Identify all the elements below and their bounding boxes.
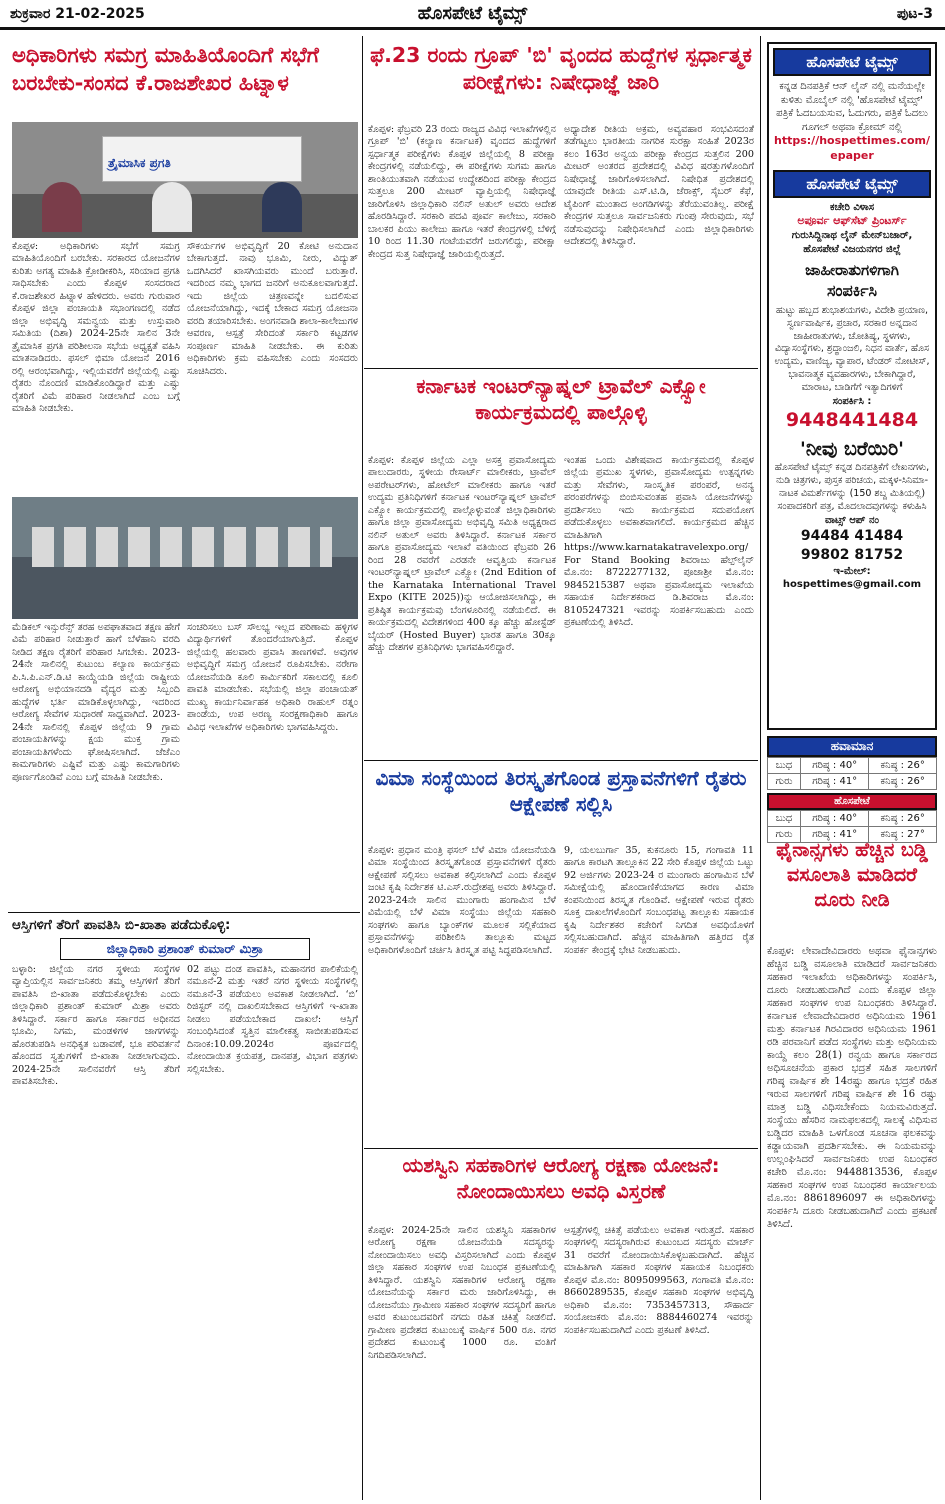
weather-table-1 bbox=[767, 757, 937, 790]
ad-office-label: ಕಚೇರಿ ವಿಳಾಸ bbox=[829, 201, 875, 213]
weather-min: ಕನಿಷ್ಠ : 26° bbox=[869, 811, 937, 827]
section-rule bbox=[364, 368, 758, 369]
ad-promo-text: ಕನ್ನಡ ದಿನಪತ್ರಿಕೆ ಆನ್ ಲೈನ್ ನಲ್ಲಿ ಮನೆಯಲ್ಲೇ ಕುಳಿತು ಮೊಬೈಲ್ ನಲ್ಲಿ 'ಹೊಸಪೇಟೆ ಟೈಮ್ಸ್' ಪತ್ರಿಕೆ ಓದಬಯಸುವ, ಓದುಗರು, ಪತ್ರಿಕೆ ಓದಲು ಗೂಗಲ್ ಅಥವಾ ಕ್ರೋಮ್ ನಲ್ಲಿ bbox=[776, 81, 928, 133]
column-rule bbox=[362, 36, 363, 1500]
subhead-bkhata: ಜಿಲ್ಲಾಧಿಕಾರಿ ಪ್ರಶಾಂತ್ ಕುಮಾರ್ ಮಿಶ್ರಾ bbox=[60, 938, 310, 960]
weather-min: ಕನಿಷ್ಠ : 26° bbox=[869, 758, 937, 774]
story1-col1b: ಮೆಡಿಕಲ್ ಇನ್ಸುರೆನ್ಸ್ ತರಹ ಅಪಘಾತವಾದ ತಕ್ಷಣ ಹೇಗೆ ವಿಮೆ ಪರಿಹಾರ ನೀಡುತ್ತಾರೆ ಹಾಗೆ ಬೆಳೆಹಾನಿ ವರದಿ ನೀಡಿದ ತಕ್ಷಣ ರೈತರಿಗೆ ಪರಿಹಾರ ಸಿಗಬೇಕು. 2023-24ನೇ ಸಾಲಿನಲ್ಲಿ ಕುಟುಂಬ ಕಲ್ಯಾಣ ಕಾರ್ಯಕ್ರಮ ಪಿ.ಸಿ.ಪಿ.ಎನ್.ಡಿ.ಟಿ ಕಾಯ್ದೆಯಡಿ ಜಿಲ್ಲೆಯ ರಾಷ್ಟ್ರೀಯ ಆರೋಗ್ಯ ಅಭಿಯಾನದಡಿ ವೈದ್ಯರ ಮತ್ತು ಸಿಬ್ಬಂದಿ ಹುದ್ದೆಗಳ ಭರ್ತಿ ಮಾಡಿಕೊಳ್ಳಲಾಗಿದ್ದು, ಇದರಿಂದ ಆರೋಗ್ಯ ಸೇವೆಗಳ ಸುಧಾರಣೆ ಸಾಧ್ಯವಾಗಿದೆ. 2023-24ನೇ ಸಾಲಿನಲ್ಲಿ ಕೊಪ್ಪಳ ಜಿಲ್ಲೆಯ 9 ಗ್ರಾಮ ಪಂಚಾಯತಿಗಳನ್ನು ಕ್ಷಯ ಮುಕ್ತ ಗ್ರಾಮ ಪಂಚಾಯತಿಗಳೆಂದು ಘೋಷಿಸಲಾಗಿದೆ. ಜೆಜೆಎಂ ಕಾಮಗಾರಿಗಳು ಎಷ್ಟಿವೆ ಮತ್ತು ಎಷ್ಟು ಕಾಮಗಾರಿಗಳು ಪೂರ್ಣಗೊಂಡಿವೆ ಎಂಬ ಬಗ್ಗೆ ಮಾಹಿತಿ ನೀಡಬೇಕು. bbox=[12, 622, 180, 783]
ad-website-link[interactable]: https://hospettimes.com/ bbox=[774, 134, 930, 147]
meeting-photo-1 bbox=[12, 122, 358, 238]
weather-max: ಗರಿಷ್ಠ : 40° bbox=[801, 811, 869, 827]
story1-col2b: ಸಂಚರಿಸಲು ಬಸ್ ಸೌಲಭ್ಯ ಇಲ್ಲದ ಪರಿಣಾಮ ಹಳ್ಳಿಗಳ ವಿದ್ಯಾರ್ಥಿಗಳಿಗೆ ತೊಂದರೆಯಾಗುತ್ತಿದೆ. ಕೊಪ್ಪಳ ಜಿಲ್ಲೆಯಲ್ಲಿ ಹಲವಾರು ಪ್ರವಾಸಿ ತಾಣಗಳಿವೆ. ಅವುಗಳ ಅಭಿವೃದ್ಧಿಗೆ ಸಮಗ್ರ ಯೋಜನೆ ರೂಪಿಸಬೇಕು. ನರೇಗಾ ಯೋಜನೆಯಡಿ ಕೂಲಿ ಕಾರ್ಮಿಕರಿಗೆ ಸಕಾಲದಲ್ಲಿ ಕೂಲಿ ಪಾವತಿ ಮಾಡಬೇಕು. ಸಭೆಯಲ್ಲಿ ಜಿಲ್ಲಾ ಪಂಚಾಯತ್ ಮುಖ್ಯ ಕಾರ್ಯನಿರ್ವಾಹಕ ಅಧಿಕಾರಿ ರಾಹುಲ್ ರತ್ನಂ ಪಾಂಡೆಯ, ಉಪ ಅರಣ್ಯ ಸಂರಕ್ಷಣಾಧಿಕಾರಿ ಹಾಗೂ ವಿವಿಧ ಇಲಾಖೆಗಳ ಅಧಿಕಾರಿಗಳು ಭಾಗವಹಿಸಿದ್ದರು. bbox=[187, 622, 358, 733]
weather-max: ಗರಿಷ್ಠ : 41° bbox=[801, 774, 869, 790]
bkhata-col1: ಬಳ್ಳಾರಿ: ಜಿಲ್ಲೆಯ ನಗರ ಸ್ಥಳೀಯ ಸಂಸ್ಥೆಗಳ ವ್ಯಾಪ್ತಿಯಲ್ಲಿನ ಸಾರ್ವಜನಿಕರು ತಮ್ಮ ಆಸ್ತಿಗಳಿಗೆ ತೆರಿಗೆ ಪಾವತಿಸಿ ಬಿ-ಖಾತಾ ಪಡೆದುಕೊಳ್ಳಬೇಕು ಎಂದು ಜಿಲ್ಲಾಧಿಕಾರಿ ಪ್ರಶಾಂತ್ ಕುಮಾರ್ ಮಿಶ್ರಾ ಅವರು ತಿಳಿಸಿದ್ದಾರೆ. ಸರ್ಕಾರ ಹಾಗೂ ಸರ್ಕಾರದ ಅಧೀನದ ಭೂಮಿ, ನಿಗಮ, ಮಂಡಳಿಗಳ ಜಾಗಗಳನ್ನು ಹೊರತುಪಡಿಸಿ ಅನಧಿಕೃತ ಬಡಾವಣೆ, ಭೂ ಪರಿವರ್ತನೆ ಹೊಂದದ ಸ್ವತ್ತುಗಳಿಗೆ ಬಿ-ಖಾತಾ ನೀಡಲಾಗುವುದು. 2024-25ನೇ ಸಾಲಿನವರೆಗೆ ಆಸ್ತಿ ತೆರಿಗೆ ಪಾವತಿಸಬೇಕು. bbox=[12, 964, 180, 1088]
story5-col1: ಕೊಪ್ಪಳ: 2024-25ನೇ ಸಾಲಿನ ಯಶಸ್ವಿನಿ ಸಹಕಾರಿಗಳ ಆರೋಗ್ಯ ರಕ್ಷಣಾ ಯೋಜನೆಯಡಿ ಸದಸ್ಯರನ್ನು ನೋಂದಾಯಿಸಲು ಅವಧಿ ವಿಸ್ತರಿಸಲಾಗಿದೆ ಎಂದು ಕೊಪ್ಪಳ ಜಿಲ್ಲಾ ಸಹಕಾರ ಸಂಘಗಳ ಉಪ ನಿಬಂಧಕ ಪ್ರಕಟಣೆಯಲ್ಲಿ ತಿಳಿಸಿದ್ದಾರೆ. ಯಶಸ್ವಿನಿ ಸಹಕಾರಿಗಳ ಆರೋಗ್ಯ ರಕ್ಷಣಾ ಯೋಜನೆಯನ್ನು ಸರ್ಕಾರ ಮರು ಜಾರಿಗೊಳಿಸಿದ್ದು, ಈ ಯೋಜನೆಯು ಗ್ರಾಮೀಣ ಸಹಕಾರ ಸಂಘಗಳ ಸದಸ್ಯರಿಗೆ ಹಾಗೂ ಅವರ ಕುಟುಂಬದವರಿಗೆ ನಗದು ರಹಿತ ಚಿಕಿತ್ಸೆ ನೀಡಲಿದೆ. ಗ್ರಾಮೀಣ ಪ್ರದೇಶದ ಕುಟುಂಬಕ್ಕೆ ವಾರ್ಷಿಕ 500 ರೂ. ನಗರ ಪ್ರದೇಶದ ಕುಟುಂಬಕ್ಕೆ 1000 ರೂ. ವಂತಿಗೆ ನಿಗದಿಪಡಿಸಲಾಗಿದೆ. bbox=[368, 1225, 556, 1361]
story2-col2: ಅಧ್ಯಾದೇಶ ರೀತಿಯ ಅಕ್ರಮ, ಅವ್ಯವಹಾರ ಸಂಭವಿಸದಂತೆ ತಡೆಗಟ್ಟಲು ಭಾರತೀಯ ನಾಗರಿಕ ಸುರಕ್ಷಾ ಸಂಹಿತೆ 2023ರ ಕಲಂ 163ರ ಅನ್ವಯ ಪರೀಕ್ಷಾ ಕೇಂದ್ರದ ಸುತ್ತಲಿನ 200 ಮೀಟರ್ ಅಂತರದ ಪ್ರದೇಶದಲ್ಲಿ ವಿವಿಧ ಷರತ್ತುಗಳೊಂದಿಗೆ ನಿಷೇಧಾಜ್ಞೆ ಜಾರಿಗೊಳಿಸಲಾಗಿದೆ. ನಿಷೇಧಿತ ಪ್ರದೇಶದಲ್ಲಿ ಯಾವುದೇ ರೀತಿಯ ಎಸ್.ಟಿ.ಡಿ, ಜೆರಾಕ್ಸ್, ಸೈಬರ್ ಕೆಫೆ, ಟೈಪಿಂಗ್ ಮುಂತಾದ ಅಂಗಡಿಗಳನ್ನು ತೆರೆಯುವಂತಿಲ್ಲ. ಪರೀಕ್ಷೆ ಕೇಂದ್ರಗಳ ಸುತ್ತಲೂ ಸಾರ್ವಜನಿಕರು ಗುಂಪು ಸೇರುವುದು, ಸಭೆ ನಡೆಸುವುದನ್ನು ನಿಷೇಧಿಸಲಾಗಿದೆ ಎಂದು ಜಿಲ್ಲಾಧಿಕಾರಿಗಳು ಆದೇಶದಲ್ಲಿ ತಿಳಿಸಿದ್ದಾರೆ. bbox=[564, 124, 754, 248]
weather-day: ಗುರು bbox=[768, 774, 801, 790]
headline-finance: ಫೈನಾನ್ಸಗಳು ಹೆಚ್ಚಿನ ಬಡ್ಡಿ ವಸೂಲಾತಿ ಮಾಡಿದರೆ ದೂರು ನೀಡಿ bbox=[776, 839, 928, 912]
ad-email: ಇ-ಮೇಲ್: hospettimes@gmail.com bbox=[782, 565, 922, 591]
weather-max: ಗರಿಷ್ಠ : 41° bbox=[801, 827, 869, 843]
section-rule bbox=[364, 760, 758, 761]
weather-box bbox=[767, 736, 937, 843]
ad-phone-primary: 9448441484 bbox=[785, 409, 919, 432]
story4-col2: 9, ಯಲಬುರ್ಗಾ 35, ಕುಕನೂರು 15, ಗಂಗಾವತಿ 11 ಹಾಗೂ ಕಾರಟಗಿ ತಾಲ್ಲೂಕಿನ 22 ಸೇರಿ ಕೊಪ್ಪಳ ಜಿಲ್ಲೆಯ ಒಟ್ಟು 92 ಅರ್ಜಿಗಳು 2023-24 ರ ಮುಂಗಾರು ಹಂಗಾಮಿನ ಬೆಳೆ ಸಮೀಕ್ಷೆಯಲ್ಲಿ ಹೊಂದಾಣಿಕೆಯಾಗದ ಕಾರಣ ವಿಮಾ ಕಂಪನಿಯಿಂದ ತಿರಸ್ಕೃತ ಗೊಂಡಿವೆ. ಆಕ್ಷೇಪಣೆ ಇರುವ ರೈತರು ಸೂಕ್ತ ದಾಖಲೆಗಳೊಂದಿಗೆ ಸಂಬಂಧಪಟ್ಟ ತಾಲ್ಲೂಕು ಸಹಾಯಕ ಕೃಷಿ ನಿರ್ದೇಶಕರ ಕಚೇರಿಗೆ ನಿಗದಿತ ಅವಧಿಯೊಳಗೆ ಸಲ್ಲಿಸಬಹುದಾಗಿದೆ. ಹೆಚ್ಚಿನ ಮಾಹಿತಿಗಾಗಿ ಹತ್ತಿರದ ರೈತ ಸಂಪರ್ಕ ಕೇಂದ್ರಕ್ಕೆ ಭೇಟಿ ನೀಡಬಹುದು. bbox=[564, 845, 754, 956]
story2-col1: ಕೊಪ್ಪಳ: ಫೆಬ್ರವರಿ 23 ರಂದು ರಾಜ್ಯದ ವಿವಿಧ ಇಲಾಖೆಗಳಲ್ಲಿನ ಗ್ರೂಪ್ 'ಬಿ' (ಕಲ್ಯಾಣ ಕರ್ನಾಟಕ) ವೃಂದದ ಹುದ್ದೆಗಳಿಗೆ ಸ್ಪರ್ಧಾತ್ಮಕ ಪರೀಕ್ಷೆಗಳು ಕೊಪ್ಪಳ ಜಿಲ್ಲೆಯಲ್ಲಿ 8 ಪರೀಕ್ಷಾ ಕೇಂದ್ರಗಳಲ್ಲಿ ನಡೆಯಲಿದ್ದು, ಈ ಪರೀಕ್ಷೆಗಳು ಸುಗಮ ಹಾಗೂ ಶಾಂತಿಯುತವಾಗಿ ನಡೆಯುವ ಉದ್ದೇಶದಿಂದ ಪರೀಕ್ಷಾ ಕೇಂದ್ರದ ಸುತ್ತಲೂ 200 ಮೀಟರ್ ವ್ಯಾಪ್ತಿಯಲ್ಲಿ ನಿಷೇಧಾಜ್ಞೆ ಜಾರಿಗೊಳಿಸಿ ಜಿಲ್ಲಾಧಿಕಾರಿ ನಲಿನ್ ಅತುಲ್ ಅವರು ಆದೇಶ ಹೊರಡಿಸಿದ್ದಾರೆ. ಸರಕಾರಿ ಪದವಿ ಪೂರ್ವ ಕಾಲೇಜು, ಸರಕಾರಿ ಬಾಲಕರ ಪಿಯು ಕಾಲೇಜು ಹಾಗೂ ಇತರೆ ಕೇಂದ್ರಗಳಲ್ಲಿ ಬೆಳಿಗ್ಗೆ 10 ರಿಂದ 11.30 ಗಂಟೆಯವರೆಗೆ ಜರುಗಲಿದ್ದು, ಪರೀಕ್ಷಾ ಕೇಂದ್ರದ ಸುತ್ತ ನಿಷೇಧಾಜ್ಞೆ ಜಾರಿಯಲ್ಲಿರುತ್ತದೆ. bbox=[368, 124, 556, 260]
weather-city-2: ಹೊಸಪೇಟೆ bbox=[767, 793, 937, 810]
page-number: ಪುಟ-3 bbox=[896, 6, 933, 22]
ad-whatsapp-label: ವಾಟ್ಸ್ ಆಪ್ ನಂ bbox=[825, 514, 879, 526]
story4-col1: ಕೊಪ್ಪಳ: ಪ್ರಧಾನ ಮಂತ್ರಿ ಫಸಲ್ ಬೆಳೆ ವಿಮಾ ಯೋಜನೆಯಡಿ ವಿಮಾ ಸಂಸ್ಥೆಯಿಂದ ತಿರಸ್ಕೃತಗೊಂಡ ಪ್ರಸ್ತಾವನೆಗಳಿಗೆ ರೈತರು ಆಕ್ಷೇಪಣೆ ಸಲ್ಲಿಸಲು ಅವಕಾಶ ಕಲ್ಪಿಸಲಾಗಿದೆ ಎಂದು ಕೊಪ್ಪಳ ಜಂಟಿ ಕೃಷಿ ನಿರ್ದೇಶಕ ಟಿ.ಎಸ್.ರುದ್ರೇಶಪ್ಪ ಅವರು ತಿಳಿಸಿದ್ದಾರೆ. 2023-24ನೇ ಸಾಲಿನ ಮುಂಗಾರು ಹಂಗಾಮಿನ ಬೆಳೆ ವಿಮೆಯಲ್ಲಿ ಬೆಳೆ ವಿಮಾ ಸಂಸ್ಥೆಯು ಜಿಲ್ಲೆಯ ಸಹಕಾರಿ ಸಂಘಗಳು ಹಾಗೂ ಬ್ಯಾಂಕ್‌ಗಳ ಮೂಲಕ ಸಲ್ಲಿಕೆಯಾದ ಪ್ರಸ್ತಾವನೆಗಳನ್ನು ಪರಿಶೀಲಿಸಿ ತಾಲ್ಲೂಕು ಮಟ್ಟದ ಅಧಿಕಾರಿಗಳೊಂದಿಗೆ ಚರ್ಚಿಸಿ ತಿರಸ್ಕೃತ ಪಟ್ಟಿ ಸಿದ್ಧಪಡಿಸಲಾಗಿದೆ. bbox=[368, 845, 556, 956]
weather-row bbox=[768, 774, 937, 790]
issue-date: ಶುಕ್ರವಾರ 21-02-2025 bbox=[10, 6, 145, 22]
story5-col2: ಆಸ್ಪತ್ರೆಗಳಲ್ಲಿ ಚಿಕಿತ್ಸೆ ಪಡೆಯಲು ಅವಕಾಶ ಇರುತ್ತದೆ. ಸಹಕಾರ ಸಂಘಗಳಲ್ಲಿ ಸದಸ್ಯರಾಗಿರುವ ಕುಟುಂಬದ ಸದಸ್ಯರು ಮಾರ್ಚ್ 31 ರವರೆಗೆ ನೋಂದಾಯಿಸಿಕೊಳ್ಳಬಹುದಾಗಿದೆ. ಹೆಚ್ಚಿನ ಮಾಹಿತಿಗಾಗಿ ಸಹಕಾರ ಸಂಘಗಳ ಸಹಾಯಕ ನಿಬಂಧಕರು ಕೊಪ್ಪಳ ಮೊ.ನಂ: 8095099563, ಗಂಗಾವತಿ ಮೊ.ನಂ: 8660289535, ಕೊಪ್ಪಳ ಸಹಕಾರಿ ಸಂಘಗಳ ಅಭಿವೃದ್ಧಿ ಅಧಿಕಾರಿ ಮೊ.ನಂ: 7353457313, ಸೌಹಾರ್ದ ಸಂಯೋಜಕರು ಮೊ.ನಂ: 8884460274 ಇವರನ್ನು ಸಂಪರ್ಕಿಸಬಹುದಾಗಿದೆ ಎಂದು ಪ್ರಕಟಣೆ ತಿಳಿಸಿದೆ. bbox=[564, 1225, 754, 1336]
weather-max: ಗರಿಷ್ಠ : 40° bbox=[801, 758, 869, 774]
ad-contact-label: ಸಂಪರ್ಕಿಸಿ : bbox=[832, 395, 872, 407]
headline-bkhata: ಆಸ್ತಿಗಳಿಗೆ ತೆರಿಗೆ ಪಾವತಿಸಿ ಬಿ-ಖಾತಾ ಪಡೆದುಕೊಳ್ಳಿ: bbox=[12, 917, 231, 933]
story6-body: ಕೊಪ್ಪಳ: ಲೇವಾದೇವಿದಾರರು ಅಥವಾ ಫೈನಾನ್ಸಗಳು ಹೆಚ್ಚಿನ ಬಡ್ಡಿ ವಸೂಲಾತಿ ಮಾಡಿದರೆ ಸಾರ್ವಜನಿಕರು ಸಹಕಾರ ಇಲಾಖೆಯ ಅಧಿಕಾರಿಗಳನ್ನು ಸಂಪರ್ಕಿಸಿ, ದೂರು ನೀಡಬಹುದಾಗಿದೆ ಎಂದು ಕೊಪ್ಪಳ ಜಿಲ್ಲಾ ಸಹಕಾರ ಸಂಘಗಳ ಉಪ ನಿಬಂಧಕರು ತಿಳಿಸಿದ್ದಾರೆ. ಕರ್ನಾಟಕ ಲೇವಾದೇವಿದಾರರ ಅಧಿನಿಯಮ 1961 ಮತ್ತು ಕರ್ನಾಟಕ ಗಿರವಿದಾರರ ಅಧಿನಿಯಮ 1961 ರಡಿ ಪರವಾನಿಗೆ ಪಡೆದ ಸಂಸ್ಥೆಗಳು ಮತ್ತು ಅಧಿನಿಯಮ ಕಾಯ್ದೆ ಕಲಂ 28(1) ರನ್ವಯ ಹಾಗೂ ಸರ್ಕಾರದ ಅಧಿಸೂಚನೆಯ ಪ್ರಕಾರ ಭದ್ರತೆ ಸಹಿತ ಸಾಲಗಳಿಗೆ ಗರಿಷ್ಠ ವಾರ್ಷಿಕ ಶೇ 14ರಷ್ಟು ಹಾಗೂ ಭದ್ರತೆ ರಹಿತ ಇರುವ ಸಾಲಗಳಿಗೆ ಗರಿಷ್ಠ ವಾರ್ಷಿಕ ಶೇ 16 ರಷ್ಟು ಮಾತ್ರ ಬಡ್ಡಿ ವಿಧಿಸಬೇಕೆಂದು ನಿಯಮವಿರುತ್ತದೆ. ಸಂಸ್ಥೆಯು ಹೆಸರಿನ ನಾಮಫಲಕದಲ್ಲಿ ಸಾಲಕ್ಕೆ ವಿಧಿಸುವ ಬಡ್ಡಿದರ ಮಾಹಿತಿ ಒಳಗೊಂಡ ಸೂಚನಾ ಫಲಕವನ್ನು ಕಡ್ಡಾಯವಾಗಿ ಪ್ರದರ್ಶಿಸಬೇಕು. ಈ ನಿಯಮವನ್ನು ಉಲ್ಲಂಘಿಸಿದರೆ ಸಾರ್ವಜನಿಕರು ಉಪ ನಿಬಂಧಕರ ಕಚೇರಿ ಮೊ.ನಂ: 9448813536, ಕೊಪ್ಪಳ ಸಹಕಾರ ಸಂಘಗಳ ಉಪ ನಿಬಂಧಕರ ಕಾರ್ಯಾಲಯ ಮೊ.ನಂ: 8861896097 ಈ ಅಧಿಕಾರಿಗಳನ್ನು ಸಂಪರ್ಕಿಸಿ ದೂರು ನೀಡಬಹುದಾಗಿದೆ ಎಂದು ಪ್ರಕಟಣೆ ತಿಳಿಸಿದೆ. bbox=[767, 946, 937, 1230]
weather-row bbox=[768, 811, 937, 827]
headline-insurance: ವಿಮಾ ಸಂಸ್ಥೆಯಿಂದ ತಿರಸ್ಕೃತಗೊಂಡ ಪ್ರಸ್ತಾವನೆಗಳಿಗೆ ರೈತರು ಆಕ್ಷೇಪಣೆ ಸಲ್ಲಿಸಿ bbox=[375, 766, 747, 817]
headline-yashasvini: ಯಶಸ್ವಿನಿ ಸಹಕಾರಿಗಳ ಆರೋಗ್ಯ ರಕ್ಷಣಾ ಯೋಜನೆ: ನೋಂದಾಯಿಸಲು ಅವಧಿ ವಿಸ್ತರಣೆ bbox=[402, 1154, 720, 1203]
weather-title: ಹವಾಮಾನ bbox=[767, 736, 937, 757]
ad-category-list: ಹುಟ್ಟು ಹಬ್ಬದ ಶುಭಾಶಯಗಳು, ವಿದೇಶಿ ಪ್ರಯಾಣ, ಸ್ವರ್ಣವಾರ್ಷಿಕ, ಪ್ರಚಾರ, ಸರಕಾರ ಅನ್ನದಾನ ಜಾಹೀರಾತುಗಳು, ಚೋತಿಷ್ಯ, ಸ್ಥಳಗಳು, ವಿದ್ಯಾಸಂಸ್ಥೆಗಳು, ಶ್ರದ್ಧಾಂಜಲಿ, ನಿಧನ ವಾರ್ತೆ, ಹೊಸ ಉದ್ಯಮ, ವಾಣಿಜ್ಯ, ವ್ಯಾಪಾರ, ಟೆಂಡರ್ ನೋಟೀಸ್, ಭಾವನಾತ್ಮಕ ವ್ಯವಹಾರಗಳು, ಬೇಕಾಗಿದ್ದಾರೆ, ಮಾರಾಟ, ಬಾಡಿಗೆಗೆ ಇತ್ಯಾದಿಗಳಿಗೆ bbox=[774, 304, 930, 393]
weather-row bbox=[768, 758, 937, 774]
ad-phone-2: 94484 41484 bbox=[800, 528, 904, 545]
section-rule bbox=[364, 1148, 758, 1149]
weather-day: ಬುಧ bbox=[768, 758, 801, 774]
story3-col1: ಕೊಪ್ಪಳ: ಕೊಪ್ಪಳ ಜಿಲ್ಲೆಯ ಎಲ್ಲಾ ಅಸಕ್ತ ಪ್ರವಾಸೋದ್ಯಮ ಪಾಲುದಾರರು, ಸ್ಥಳೀಯ ರೇಸಾರ್ಟ್ ಮಾಲೀಕರು, ಟ್ರಾವೆಲ್ ಅಪರೇಟರ್‌ಗಳು, ಹೋಟೆಲ್ ಮಾಲೀಕರು ಹಾಗೂ ಇತರೆ ಉದ್ಯಮ ಪ್ರತಿನಿಧಿಗಳಿಗೆ ಕರ್ನಾಟಕ ಇಂಟರ್‌ನ್ಯಾಷ್ನಲ್ ಟ್ರಾವೆಲ್ ಎಕ್ಸ್ಪೋ ಕಾರ್ಯಕ್ರಮದಲ್ಲಿ ಪಾಲ್ಗೊಳ್ಳುವಂತೆ ಜಿಲ್ಲಾಧಿಕಾರಿಗಳು ಹಾಗೂ ಜಿಲ್ಲಾ ಪ್ರವಾಸೋದ್ಯಮ ಅಭಿವೃದ್ಧಿ ಸಮಿತಿ ಅಧ್ಯಕ್ಷರಾದ ನಲಿನ್ ಅತುಲ್ ಅವರು ತಿಳಿಸಿದ್ದಾರೆ. ಕರ್ನಾಟಕ ಸರ್ಕಾರ ಹಾಗೂ ಪ್ರವಾಸೋದ್ಯಮ ಇಲಾಖೆ ವತಿಯಿಂದ ಫೆಬ್ರವರಿ 26 ರಿಂದ 28 ರವರೆಗೆ ಎರಡನೇ ಆವೃತ್ತಿಯ ಕರ್ನಾಟಕ ಇಂಟರ್‌ನ್ಯಾಷ್ನಲ್ ಟ್ರಾವೆಲ್ ಎಕ್ಸ್ಪೋ (2nd Edition of the Karnataka International Travel Expo (KITE 2025))ನ್ನು ಆಯೋಜಿಸಲಾಗಿದ್ದು, ಈ ಪ್ರತಿಷ್ಠಿತ ಕಾರ್ಯಕ್ರಮವು ಬೆಂಗಳೂರಿನಲ್ಲಿ ನಡೆಯಲಿದೆ. ಈ ಕಾರ್ಯಕ್ರಮದಲ್ಲಿ ವಿದೇಶಗಳಿಂದ 400 ಕ್ಕೂ ಹೆಚ್ಚು ಹೋಸ್ಟೆಡ್ ಬೈಯರ್ (Hosted Buyer) ಭಾರತ ಹಾಗೂ 30ಕ್ಕೂ ಹೆಚ್ಚು ದೇಶಗಳ ಪ್ರತಿನಿಧಿಗಳು ಭಾಗವಹಿಸಲಿದ್ದಾರೆ. bbox=[368, 455, 556, 654]
headline-sansad: ಅಧಿಕಾರಿಗಳು ಸಮಗ್ರ ಮಾಹಿತಿಯೊಂದಿಗೆ ಸಭೆಗೆ ಬರಬೇಕು-ಸಂಸದ ಕೆ.ರಾಜಶೇಖರ ಹಿಟ್ನಾಳ bbox=[12, 43, 319, 95]
ad-slogan-text: ಹೊಸಪೇಟೆ ಟೈಮ್ಸ್ ಕನ್ನಡ ದಿನಪತ್ರಿಕೆಗೆ ಲೇಖನಗಳು, ನುಡಿ ಚಿತ್ರಗಳು, ಪುಸ್ತಕ ಪರಿಚಯ, ಮಕ್ಕಳ-ಸಿನಿಮಾ-ನಾಟಕ ವಿಮರ್ಶೆಗಳನ್ನು (150 ಶಬ್ದ ಮಿತಿಯಲ್ಲಿ) ಸಂಪಾದಕರಿಗೆ ಪತ್ರ, ಮೊದಲಾದವುಗಳನ್ನು ಕಳುಹಿಸಿ bbox=[774, 462, 930, 512]
weather-min: ಕನಿಷ್ಠ : 26° bbox=[869, 774, 937, 790]
masthead bbox=[0, 0, 945, 30]
photo-banner-text: ತ್ರೈಮಾಸಿಕ ಪ್ರಗತಿ bbox=[108, 156, 171, 170]
story1-col1: ಕೊಪ್ಪಳ: ಅಧಿಕಾರಿಗಳು ಸಭೆಗೆ ಸಮಗ್ರ ಮಾಹಿತಿಯೊಂದಿಗೆ ಬರಬೇಕು. ಸರಕಾರದ ಯೋಜನೆಗಳ ಕುರಿತು ಅಗತ್ಯ ಮಾಹಿತಿ ಕ್ರೋಡೀಕರಿಸಿ, ಸರಿಯಾದ ಪ್ರಗತಿ ಸಾಧಿಸಬೇಕು ಎಂದು ಕೊಪ್ಪಳ ಸಂಸದರಾದ ಕೆ.ರಾಜಶೇಖರ ಹಿಟ್ನಾಳ ಹೇಳಿದರು. ಅವರು ಗುರುವಾರ ಕೊಪ್ಪಳ ಜಿಲ್ಲಾ ಪಂಚಾಯತಿ ಸಭಾಂಗಣದಲ್ಲಿ ನಡೆದ ಜಿಲ್ಲಾ ಅಭಿವೃದ್ಧಿ ಸಮನ್ವಯ ಮತ್ತು ಉಸ್ತುವಾರಿ ಸಮಿತಿಯ (ದಿಶಾ) 2024-25ನೇ ಸಾಲಿನ 3ನೇ ತ್ರೈಮಾಸಿಕ ಪ್ರಗತಿ ಪರಿಶೀಲನಾ ಸಭೆಯ ಅಧ್ಯಕ್ಷತೆ ವಹಿಸಿ ಮಾತನಾಡಿದರು. ಫಸಲ್ ಭಿಮಾ ಯೋಜನೆ 2016 ರಲ್ಲಿ ಆರಂಭವಾಗಿದ್ದು, ಇಲ್ಲಿಯವರೆಗೆ ಜಿಲ್ಲೆಯಲ್ಲಿ ಎಷ್ಟು ರೈತರು ನೊಂದಣಿ ಮಾಡಿಕೊಂಡಿದ್ದಾರೆ ಮತ್ತು ಎಷ್ಟು ರೈತರಿಗೆ ವಿಮೆ ಪರಿಹಾರ ನೀಡಲಾಗಿದೆ ಎಂಬ ಬಗ್ಗೆ ಮಾಹಿತಿ ನೀಡಬೇಕು. bbox=[12, 241, 180, 415]
ad-address: ಗುರುಸಿದ್ದಿನಾಥ ಲೈನ್ ಮೇನ್‌ಬಜಾರ್, ಹೊಸಪೇಟೆ ವಿಜಯನಗರ ಜಿಲ್ಲೆ bbox=[791, 230, 913, 255]
weather-min: ಕನಿಷ್ಠ : 27° bbox=[869, 827, 937, 843]
story3-col2: ಇಂತಹ ಒಂದು ವಿಶೇಷವಾದ ಕಾರ್ಯಕ್ರಮದಲ್ಲಿ ಕೊಪ್ಪಳ ಜಿಲ್ಲೆಯ ಪ್ರಮುಖ ಸ್ಥಳಗಳು, ಪ್ರವಾಸೋದ್ಯಮ ಉತ್ಪನ್ನಗಳು ಮತ್ತು ಸೇವೆಗಳು, ಸಾಂಸ್ಕೃತಿಕ ಪರಂಪರೆ, ಅನನ್ಯ ಪರಂಪರೆಗಳನ್ನು ಬಿಂಬಿಸುವಂತಹ ಪ್ರವಾಸಿ ಯೋಜನೆಗಳನ್ನು ಪ್ರದರ್ಶಿಸಲು ಇದು ಕಾರ್ಯಕ್ರಮದ ಸದುಪಯೋಗ ಪಡೆದುಕೊಳ್ಳಲು ಅವಕಾಶವಾಗಲಿದೆ. ಕಾರ್ಯಕ್ರಮದ ಹೆಚ್ಚಿನ ಮಾಹಿತಿಗಾಗಿ https://www.karnatakatravelexpo.org/ For Stand Booking ಶಿವರಾಜು ಹೆಲ್ಪ್‌ಲೈನ್ ಮೊ.ನಂ: 8722277132, ಪೂಜಾಶ್ರೀ ಮೊ.ನಂ: 9845215387 ಅಥವಾ ಪ್ರವಾಸೋದ್ಯಮ ಇಲಾಖೆಯ ಸಹಾಯಕ ನಿರ್ದೇಶಕರಾದ ಡಿ.ಶಿವರಾಜ ಮೊ.ನಂ: 8105247321 ಇವರನ್ನು ಸಂಪರ್ಕಿಸಬಹುದು ಎಂದು ಪ್ರಕಟಣೆಯಲ್ಲಿ ತಿಳಿಸಿದೆ. bbox=[564, 455, 754, 629]
ad-heading-contact: ಸಂಪರ್ಕಿಸಿ bbox=[826, 281, 878, 301]
ad-phone-3: 99802 81752 bbox=[800, 546, 904, 563]
ad-title-online: ಹೊಸಪೇಟೆ ಟೈಮ್ಸ್ bbox=[773, 48, 931, 76]
ad-epaper-link[interactable]: epaper bbox=[830, 148, 874, 162]
headline-exam: ಫೆ.23 ರಂದು ಗ್ರೂಪ್ 'ಬಿ' ವೃಂದದ ಹುದ್ದೆಗಳ ಸ್ಪರ್ಧಾತ್ಮಕ ಪರೀಕ್ಷೆಗಳು: ನಿಷೇಧಾಜ್ಞೆ ಜಾರಿ bbox=[370, 43, 752, 95]
weather-day: ಬುಧ bbox=[768, 811, 801, 827]
section-rule bbox=[8, 912, 360, 913]
headline-travel-expo: ಕರ್ನಾಟಕ ಇಂಟರ್‌ನ್ಯಾಷ್ನಲ್ ಟ್ರಾವೆಲ್ ಎಕ್ಸ್ಪೋ ಕಾರ್ಯಕ್ರಮದಲ್ಲಿ ಪಾಲ್ಗೊಳ್ಳಿ bbox=[416, 374, 706, 425]
weather-day: ಗುರು bbox=[768, 827, 801, 843]
ad-printers: ಅಪೂರ್ವ ಆಫ್‌ಸೆಟ್ ಪ್ರಿಂಟರ್ಸ್ bbox=[797, 214, 907, 228]
column-rule bbox=[760, 36, 761, 1500]
advert-box bbox=[767, 42, 937, 730]
bkhata-col2: 02 ಪಟ್ಟು ದಂಡ ಪಾವತಿಸಿ, ಮಹಾನಗರ ಪಾಲಿಕೆಯಲ್ಲಿ ನಮೂನೆ-2 ಮತ್ತು ಇತರೆ ನಗರ ಸ್ಥಳೀಯ ಸಂಸ್ಥೆಗಳಲ್ಲಿ ನಮೂನೆ-3 ಪಡೆಯಲು ಅವಕಾಶ ನೀಡಲಾಗಿದೆ. ‘ಬಿ’ ರಿಜಿಸ್ಟರ್ ನಲ್ಲಿ ದಾಖಲಿಸಬೇಕಾದ ಆಸ್ತಿಗಳಿಗೆ ಇ-ಖಾತಾ ನೀಡಲು ಪಡೆಯಬೇಕಾದ ದಾಖಲೆ: ಆಸ್ತಿಗೆ ಸಂಬಂಧಿಸಿದಂತೆ ಸ್ವತ್ತಿನ ಮಾಲೀಕತ್ವ ಸಾಬೀತುಪಡಿಸುವ ದಿನಾಂಕ:10.09.2024ರ ಪೂರ್ವದಲ್ಲಿ ನೋಂದಾಯಿತ ಕ್ರಯಪತ್ರ, ದಾನಪತ್ರ, ವಿಭಾಗ ಪತ್ರಗಳು ಸಲ್ಲಿಸಬೇಕು. bbox=[187, 964, 358, 1075]
newspaper-title: ಹೊಸಪೇಟೆ ಟೈಮ್ಸ್ bbox=[417, 3, 528, 24]
ad-title-office: ಹೊಸಪೇಟೆ ಟೈಮ್ಸ್ bbox=[773, 170, 931, 198]
meeting-photo-2 bbox=[12, 497, 358, 619]
ad-slogan: 'ನೀವು ಬರೆಯಿರಿ' bbox=[800, 437, 904, 460]
story1-col2: ಸೌಕರ್ಯಗಳ ಅಭಿವೃದ್ಧಿಗೆ 20 ಕೋಟಿ ಅನುದಾನ ಬೇಕಾಗುತ್ತದೆ. ನಾವು ಭೂಮಿ, ನೀರು, ವಿದ್ಯುತ್ ಒದಗಿಸಿದರೆ ಖಾಸಗಿಯವರು ಮುಂದೆ ಬರುತ್ತಾರೆ. ಇದರಿಂದ ನಮ್ಮ ಭಾಗದ ಜನರಿಗೆ ಅನುಕೂಲವಾಗುತ್ತದೆ. ಇದು ಜಿಲ್ಲೆಯ ಚಿತ್ರಣವನ್ನೇ ಬದಲಿಸುವ ಯೋಜನೆಯಾಗಿದ್ದು, ಇದಕ್ಕೆ ಬೇಕಾದ ಸಮಗ್ರ ಯೋಜನಾ ವರದಿ ತಯಾರಿಸಬೇಕು. ಅಂಗನವಾಡಿ ಶಾಲಾ-ಕಾಲೇಜುಗಳ ಆವರಣ, ಆಸ್ಪತ್ರೆ ಸೇರಿದಂತೆ ಸರ್ಕಾರಿ ಕಟ್ಟಡಗಳ ಸಂಪೂರ್ಣ ಮಾಹಿತಿ ನೀಡಬೇಕು. ಈ ಕುರಿತು ಅಧಿಕಾರಿಗಳು ಕ್ರಮ ವಹಿಸಬೇಕು ಎಂದು ಸಂಸದರು ಸೂಚಿಸಿದರು. bbox=[187, 241, 358, 377]
ad-heading-ads: ಜಾಹೀರಾತುಗಳಿಗಾಗಿ bbox=[805, 261, 899, 280]
